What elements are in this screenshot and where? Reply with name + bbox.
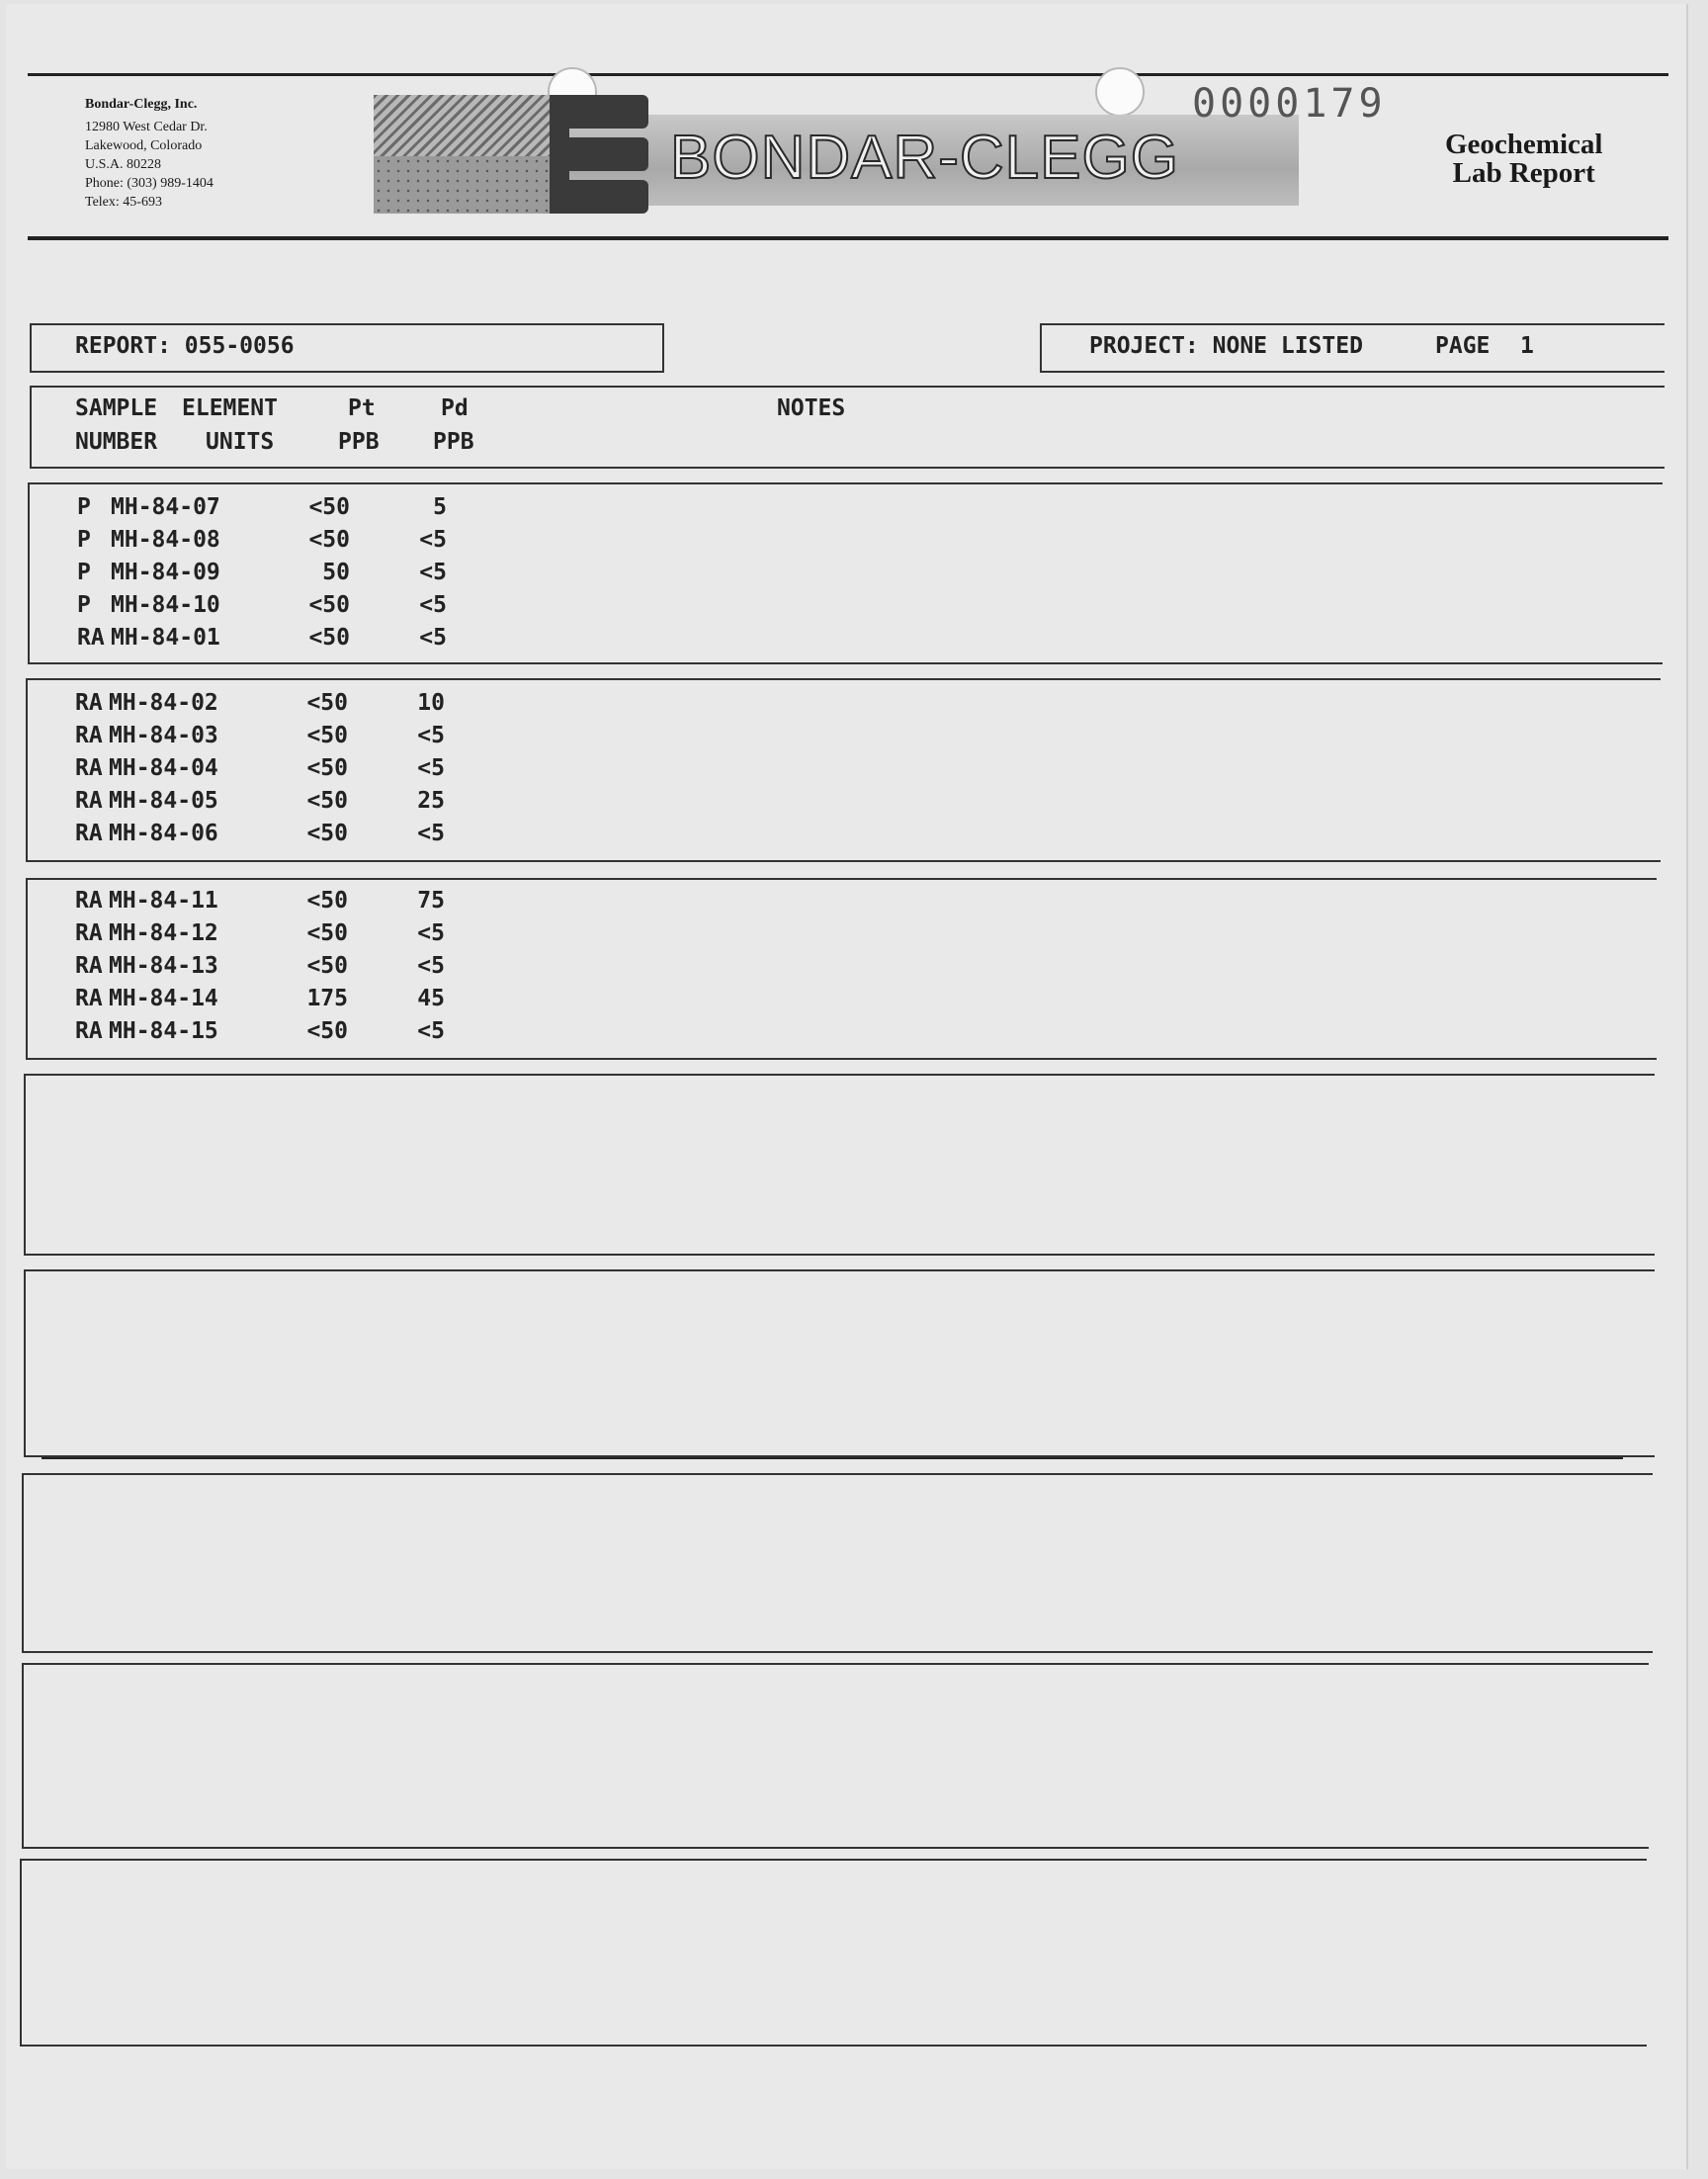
pd-value: <5 [417, 755, 445, 781]
sample-prefix: P [77, 592, 91, 618]
table-row [28, 755, 463, 788]
sample-number: MH-84-03 [109, 723, 218, 748]
pt-value: <50 [308, 527, 350, 553]
company-logo [374, 95, 1299, 216]
address-line: Phone: (303) 989-1404 [85, 176, 214, 191]
divider-line [42, 1457, 1623, 1459]
sample-prefix: RA [77, 625, 105, 651]
pd-value: <5 [417, 1018, 445, 1044]
sample-number: MH-84-08 [111, 527, 220, 553]
sample-prefix: RA [75, 788, 103, 814]
table-row [30, 494, 465, 527]
table-row [28, 1018, 463, 1051]
pd-value: 45 [417, 986, 445, 1011]
report-title-line: Geochemical [1445, 129, 1603, 160]
table-row [30, 560, 465, 592]
sample-number: MH-84-07 [111, 494, 220, 520]
page-label: PAGE [1435, 333, 1491, 359]
project-box [1040, 323, 1665, 373]
sample-prefix: RA [75, 953, 103, 979]
column-header-units: UNITS [206, 429, 275, 455]
sample-number: MH-84-06 [109, 821, 218, 846]
sample-prefix: RA [75, 1018, 103, 1044]
sample-prefix: RA [75, 690, 103, 716]
table-row [28, 888, 463, 920]
sample-number: MH-84-05 [109, 788, 218, 814]
report-title [1445, 131, 1602, 188]
pt-value: <50 [308, 494, 350, 520]
logo-strata-graphic [374, 156, 561, 214]
pd-value: <5 [417, 953, 445, 979]
company-address [85, 95, 214, 212]
pt-value: <50 [306, 788, 348, 814]
sample-group-3 [26, 878, 1657, 1060]
column-header-element: ELEMENT [182, 395, 278, 421]
pt-value: <50 [306, 920, 348, 946]
pt-value: <50 [306, 888, 348, 914]
logo-monogram [550, 95, 648, 214]
pd-value: 10 [417, 690, 445, 716]
pt-value: <50 [308, 625, 350, 651]
pd-value: <5 [417, 920, 445, 946]
pt-value: <50 [306, 821, 348, 846]
sample-number: MH-84-13 [109, 953, 218, 979]
sample-number: MH-84-14 [109, 986, 218, 1011]
report-title-line: Lab Report [1452, 157, 1595, 189]
header-top-rule [28, 73, 1668, 76]
pd-value: <5 [417, 723, 445, 748]
column-header-pt-units: PPB [338, 429, 380, 455]
sample-group-1 [28, 482, 1663, 664]
pd-value: 25 [417, 788, 445, 814]
report-id-box [30, 323, 664, 373]
sample-number: MH-84-15 [109, 1018, 218, 1044]
pt-value: <50 [306, 690, 348, 716]
lab-report-page [6, 4, 1688, 2169]
project-name: PROJECT: NONE LISTED [1089, 333, 1363, 359]
logo-wordmark: BONDAR-CLEGG [670, 124, 1179, 192]
pt-value: 50 [322, 560, 350, 585]
sample-prefix: RA [75, 821, 103, 846]
sample-number: MH-84-02 [109, 690, 218, 716]
sample-prefix: RA [75, 920, 103, 946]
sample-prefix: RA [75, 755, 103, 781]
sample-number: MH-84-09 [111, 560, 220, 585]
pd-value: <5 [419, 592, 447, 618]
pd-value: 75 [417, 888, 445, 914]
pt-value: <50 [308, 592, 350, 618]
address-line: 12980 West Cedar Dr. [85, 120, 208, 134]
column-header-pd-units: PPB [433, 429, 474, 455]
document-number: 0000179 [1192, 81, 1387, 127]
sample-prefix: P [77, 560, 91, 585]
empty-sample-group [20, 1859, 1647, 2047]
column-header-sample: SAMPLE [75, 395, 158, 421]
pd-value: <5 [419, 625, 447, 651]
company-name: Bondar-Clegg, Inc. [85, 97, 198, 112]
table-row [28, 788, 463, 821]
empty-sample-group [22, 1663, 1649, 1849]
pt-value: <50 [306, 1018, 348, 1044]
pt-value: 175 [306, 986, 348, 1011]
table-row [30, 592, 465, 625]
sample-number: MH-84-04 [109, 755, 218, 781]
table-row [30, 625, 465, 657]
column-header-pt: Pt [348, 395, 376, 421]
header-bottom-rule [28, 236, 1668, 240]
pt-value: <50 [306, 723, 348, 748]
sample-prefix: P [77, 527, 91, 553]
sample-number: MH-84-12 [109, 920, 218, 946]
column-header-number: NUMBER [75, 429, 158, 455]
table-row [28, 920, 463, 953]
address-line: Lakewood, Colorado [85, 138, 203, 153]
table-row [30, 527, 465, 560]
sample-prefix: RA [75, 986, 103, 1011]
pd-value: 5 [433, 494, 447, 520]
empty-sample-group [24, 1074, 1655, 1256]
empty-sample-group [24, 1269, 1655, 1457]
table-row [28, 953, 463, 986]
pd-value: <5 [419, 527, 447, 553]
column-header-notes: NOTES [777, 395, 846, 421]
table-header [30, 386, 1665, 469]
table-row [28, 821, 463, 853]
sample-group-2 [26, 678, 1661, 862]
table-row [28, 723, 463, 755]
empty-sample-group [22, 1473, 1653, 1653]
sample-number: MH-84-11 [109, 888, 218, 914]
pt-value: <50 [306, 953, 348, 979]
table-row [28, 690, 463, 723]
sample-prefix: RA [75, 888, 103, 914]
sample-prefix: P [77, 494, 91, 520]
pt-value: <50 [306, 755, 348, 781]
address-line: Telex: 45-693 [85, 195, 162, 210]
pd-value: <5 [417, 821, 445, 846]
address-line: U.S.A. 80228 [85, 157, 162, 172]
sample-number: MH-84-10 [111, 592, 220, 618]
pd-value: <5 [419, 560, 447, 585]
sample-number: MH-84-01 [111, 625, 220, 651]
page-number: 1 [1520, 333, 1534, 359]
sample-prefix: RA [75, 723, 103, 748]
table-row [28, 986, 463, 1018]
column-header-pd: Pd [441, 395, 469, 421]
report-number: REPORT: 055-0056 [75, 333, 295, 359]
